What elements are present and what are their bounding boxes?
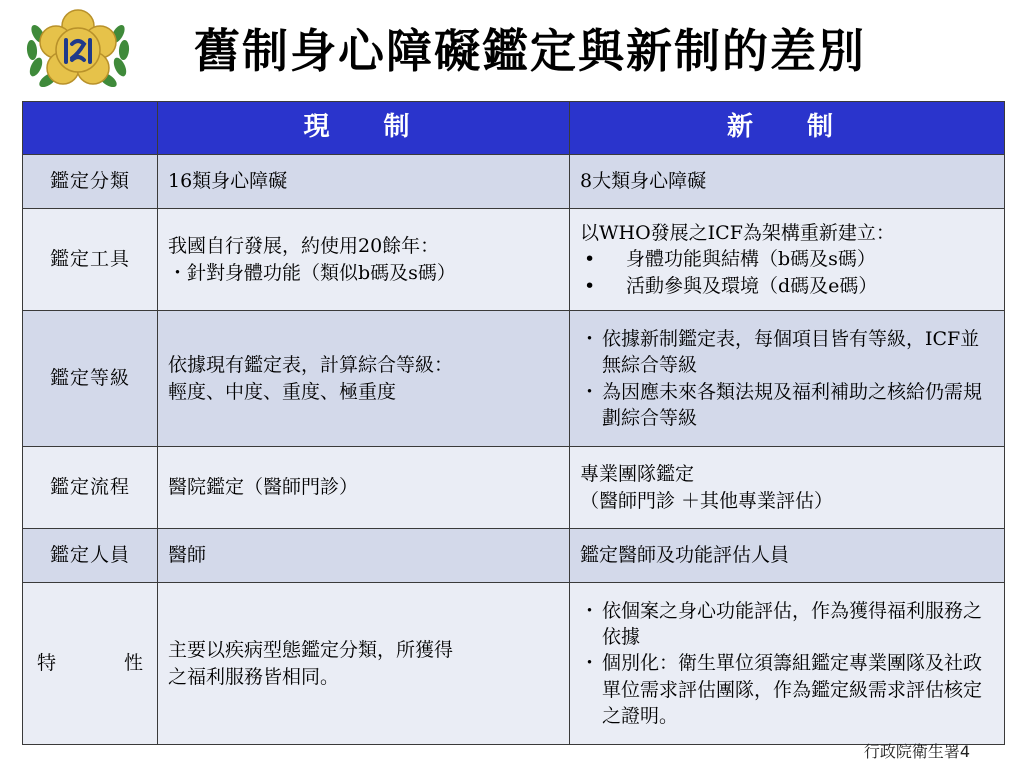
current-cell — [158, 529, 570, 583]
bullet-list — [580, 326, 994, 431]
cell-line: 主要以疾病型態鑑定分類，所獲得 — [168, 639, 454, 662]
cell-line: 鑑定醫師及功能評估人員 — [580, 544, 790, 567]
table-row — [23, 311, 1005, 447]
cell-line: 醫院鑑定（醫師門診） — [168, 476, 359, 499]
cell-line: 輕度、中度、重度、極重度 — [168, 380, 397, 403]
cell-intro: 以WHO發展之ICF為架構重新建立： — [580, 222, 895, 245]
current-cell — [158, 447, 570, 529]
footer-page-label: 行政院衛生署4 — [863, 742, 970, 761]
current-cell — [158, 583, 570, 745]
new-cell — [570, 447, 1005, 529]
header-new-system: 新 制 — [570, 102, 1005, 155]
cell-line: （醫師門診 ＋其他專業評估） — [580, 489, 834, 512]
list-item: ・ 依據新制鑑定表，每個項目皆有等級，ICF並無綜合等級 — [580, 326, 994, 378]
row-label-part: 特 — [37, 652, 57, 675]
comparison-table — [22, 101, 1005, 745]
new-cell — [570, 529, 1005, 583]
current-cell — [158, 209, 570, 311]
row-label: 鑑定分類 — [23, 155, 158, 209]
cell-line: 專業團隊鑑定 — [580, 463, 695, 486]
new-cell — [570, 155, 1005, 209]
current-cell — [158, 155, 570, 209]
header-empty-cell — [23, 102, 158, 155]
list-item: • 身體功能與結構（b碼及s碼） — [580, 246, 994, 272]
table-row — [23, 583, 1005, 745]
cell-line: ・針對身體功能（類似b碼及s碼） — [168, 261, 456, 284]
row-label: 鑑定工具 — [23, 209, 158, 311]
cell-line: 依據現有鑑定表，計算綜合等級： — [168, 354, 454, 377]
table-row — [23, 447, 1005, 529]
list-item: ・ 為因應未來各類法規及福利補助之核給仍需規劃綜合等級 — [580, 379, 994, 431]
header-current-system: 現 制 — [158, 102, 570, 155]
row-label: 鑑定流程 — [23, 447, 158, 529]
row-label: 鑑定等級 — [23, 311, 158, 447]
row-label-part: 性 — [123, 652, 143, 675]
table-row — [23, 155, 1005, 209]
new-cell — [570, 311, 1005, 447]
new-cell — [570, 583, 1005, 745]
list-item: ・ 依個案之身心功能評估，作為獲得福利服務之依據 — [580, 598, 994, 650]
department-of-health-emblem — [18, 4, 138, 96]
row-label: 鑑定人員 — [23, 529, 158, 583]
cell-line: 我國自行發展，約使用20餘年： — [168, 235, 440, 258]
row-label — [23, 583, 158, 745]
current-cell — [158, 311, 570, 447]
list-item: ・ 個別化：衛生單位須籌組鑑定專業團隊及社政單位需求評估團隊，作為鑑定級需求評估核定之證明。 — [580, 650, 994, 729]
list-item: • 活動參與及環境（d碼及e碼） — [580, 273, 994, 299]
cell-line: 醫師 — [168, 544, 207, 567]
cell-line: 8大類身心障礙 — [580, 170, 707, 193]
table-header-row — [23, 102, 1005, 155]
bullet-list — [580, 598, 994, 729]
bullet-list — [580, 246, 994, 298]
cell-line: 16類身心障礙 — [168, 170, 288, 193]
cell-line: 之福利服務皆相同。 — [168, 665, 340, 688]
table-row — [23, 529, 1005, 583]
table-row — [23, 209, 1005, 311]
page-title: 舊制身心障礙鑑定與新制的差別 — [194, 24, 866, 78]
new-cell — [570, 209, 1005, 311]
